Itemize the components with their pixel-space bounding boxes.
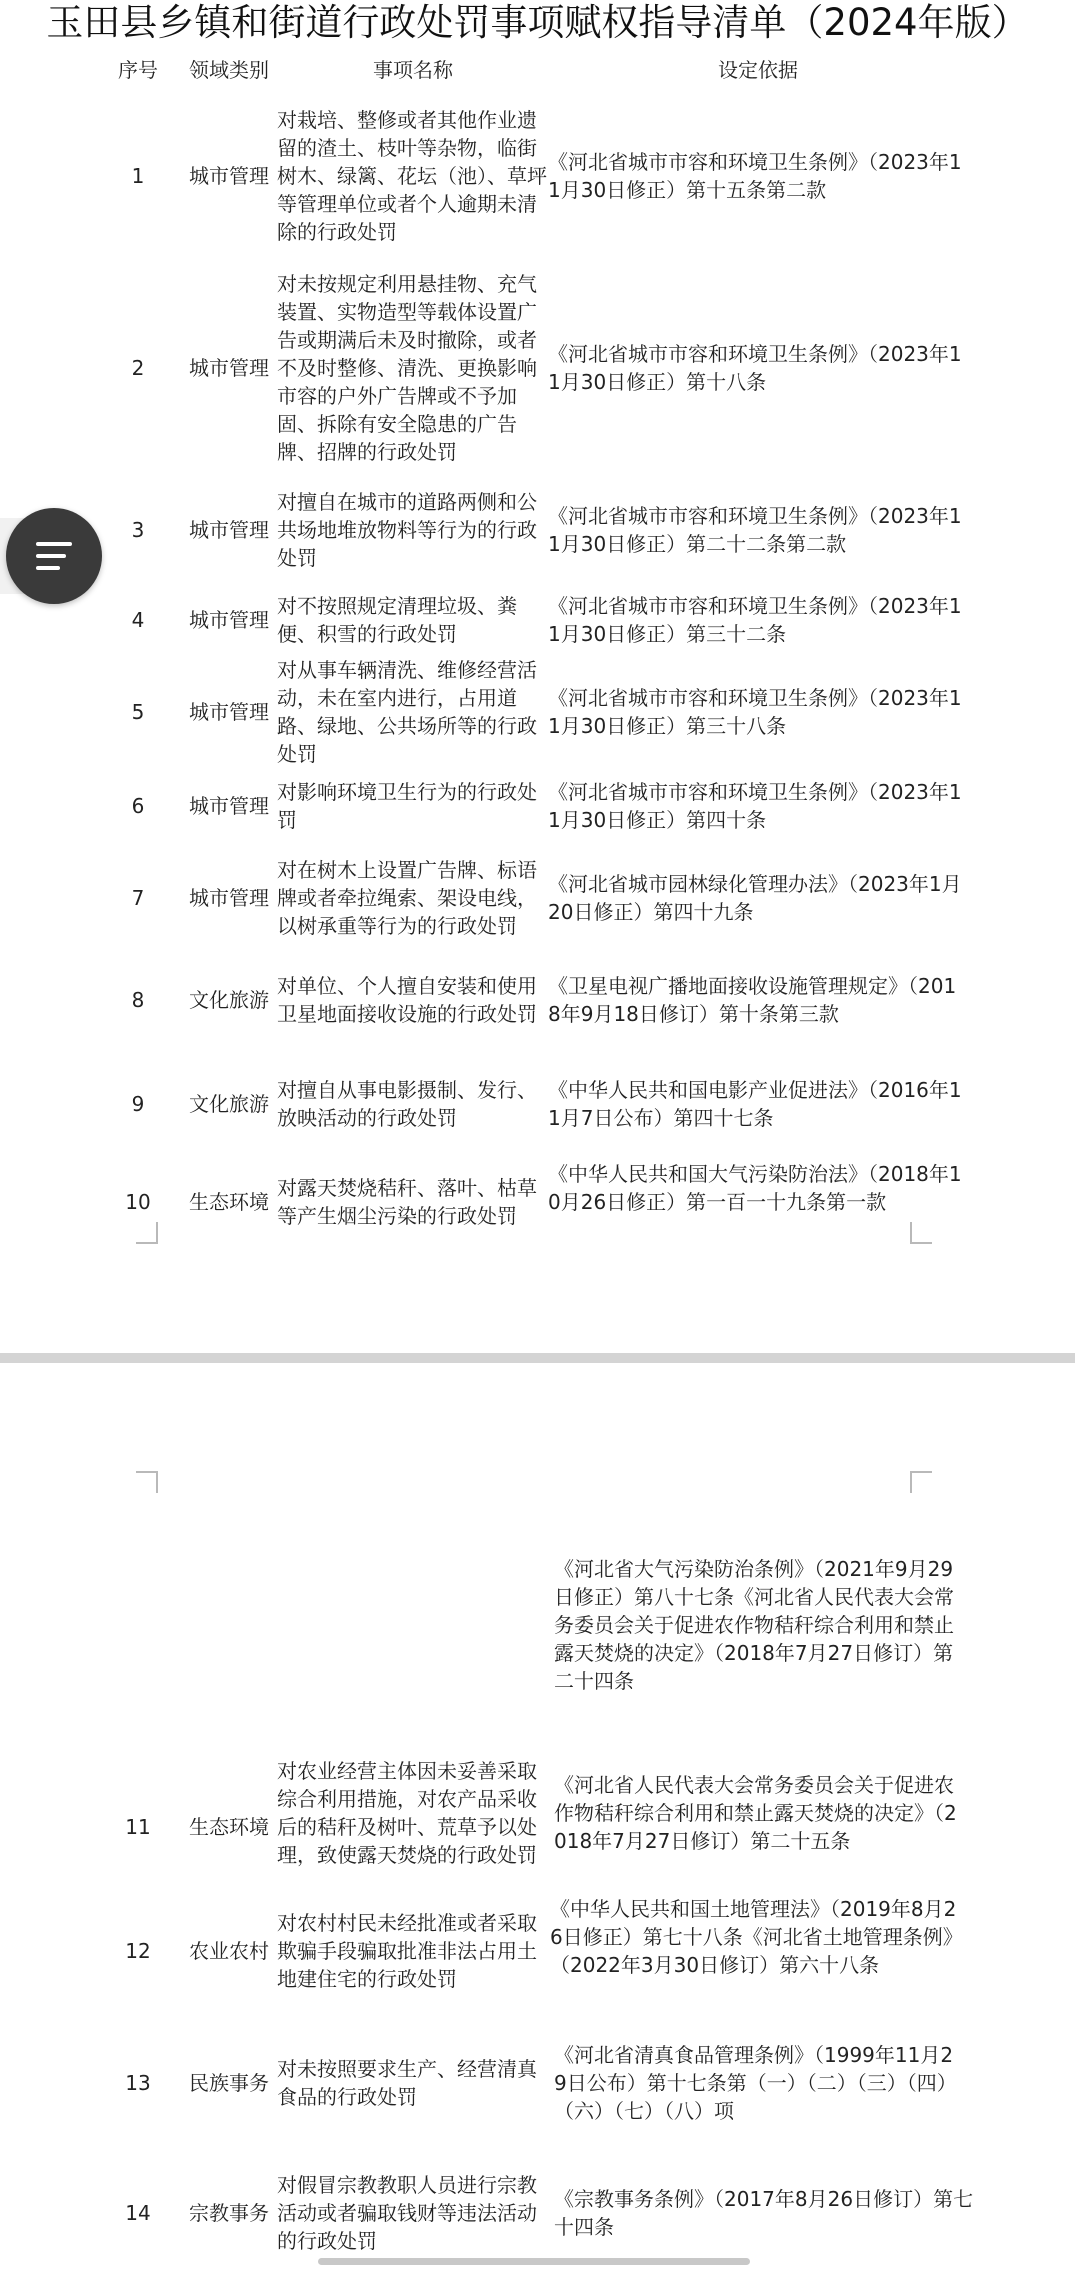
row-6-domain: 城市管理 (189, 794, 269, 818)
row-6-seq: 6 (131, 794, 145, 818)
row-14-domain: 宗教事务 (189, 2201, 269, 2225)
row-7-seq: 7 (131, 886, 145, 910)
row-10-basis-continued: 《河北省大气污染防治条例》（2021年9月29日修正）第八十七条《河北省人民代表大会常务委员会关于促进农作物秸秆综合利用和禁止露天焚烧的决定》（2018年7月27日修订）第二十四条 (554, 1557, 954, 1693)
row-13-domain: 民族事务 (189, 2071, 269, 2095)
row-11-seq: 11 (125, 1815, 151, 1839)
row-13-basis: 《河北省清真食品管理条例》（1999年11月29日公布）第十七条第（一）（二）（三）（四）（六）（七）（八）项 (554, 2043, 957, 2123)
row-3-basis: 《河北省城市市容和环境卫生条例》（2023年11月30日修正）第二十二条第二款 (548, 504, 962, 556)
crop-mark (136, 1222, 158, 1244)
row-8-basis: 《卫星电视广播地面接收设施管理规定》（2018年9月18日修订）第十条第三款 (548, 974, 957, 1026)
row-8-name: 对单位、个人擅自安装和使用卫星地面接收设施的行政处罚 (277, 974, 537, 1026)
row-3-seq: 3 (131, 518, 145, 542)
row-2-seq: 2 (131, 356, 145, 380)
row-11-domain: 生态环境 (189, 1815, 269, 1839)
row-11-name: 对农业经营主体因未妥善采取综合利用措施，对农产品采收后的秸秆及树叶、荒草予以处理，致使露天焚烧的行政处罚 (277, 1759, 537, 1867)
row-13-name: 对未按照要求生产、经营清真食品的行政处罚 (277, 2057, 537, 2109)
row-7-name: 对在树木上设置广告牌、标语牌或者牵拉绳索、架设电线，以树承重等行为的行政处罚 (277, 858, 537, 938)
row-14-name: 对假冒宗教教职人员进行宗教活动或者骗取钱财等违法活动的行政处罚 (277, 2173, 537, 2253)
row-12-seq: 12 (125, 1939, 151, 1963)
row-9-domain: 文化旅游 (189, 1092, 269, 1116)
header-domain: 领域类别 (189, 58, 269, 82)
home-indicator[interactable] (318, 2258, 750, 2265)
row-1-name: 对栽培、整修或者其他作业遗留的渣土、枝叶等杂物，临街树木、绿篱、花坛（池）、草坪等管理单位或者个人逾期未清除的行政处罚 (277, 108, 547, 244)
row-14-basis: 《宗教事务条例》（2017年8月26日修订）第七十四条 (554, 2187, 974, 2239)
row-11-basis: 《河北省人民代表大会常务委员会关于促进农作物秸秆综合利用和禁止露天焚烧的决定》（2018年7月27日修订）第二十五条 (554, 1773, 957, 1853)
document-title: 玉田县乡镇和街道行政处罚事项赋权指导清单（2024年版） (46, 1, 1029, 44)
header-basis: 设定依据 (718, 58, 798, 82)
row-8-domain: 文化旅游 (189, 988, 269, 1012)
row-8-seq: 8 (131, 988, 145, 1012)
row-12-basis: 《中华人民共和国土地管理法》（2019年8月26日修正）第七十八条《河北省土地管理条例》（2022年3月30日修订）第六十八条 (550, 1897, 957, 1977)
row-1-basis: 《河北省城市市容和环境卫生条例》（2023年11月30日修正）第十五条第二款 (548, 150, 962, 202)
row-2-domain: 城市管理 (189, 356, 269, 380)
header-name: 事项名称 (373, 58, 453, 82)
row-6-basis: 《河北省城市市容和环境卫生条例》（2023年11月30日修正）第四十条 (548, 780, 962, 832)
row-4-seq: 4 (131, 608, 145, 632)
row-3-name: 对擅自在城市的道路两侧和公共场地堆放物料等行为的行政处罚 (277, 490, 537, 570)
crop-mark (910, 1222, 932, 1244)
row-5-seq: 5 (131, 700, 145, 724)
page-separator (0, 1353, 1075, 1363)
row-5-domain: 城市管理 (189, 700, 269, 724)
row-4-name: 对不按照规定清理垃圾、粪便、积雪的行政处罚 (277, 594, 517, 646)
row-12-domain: 农业农村 (189, 1939, 269, 1963)
row-1-seq: 1 (131, 164, 145, 188)
row-14-seq: 14 (125, 2201, 151, 2225)
row-6-name: 对影响环境卫生行为的行政处罚 (277, 780, 537, 832)
row-13-seq: 13 (125, 2071, 151, 2095)
row-10-name: 对露天焚烧秸秆、落叶、枯草等产生烟尘污染的行政处罚 (277, 1176, 537, 1228)
header-seq: 序号 (118, 58, 158, 82)
crop-mark (136, 1471, 158, 1493)
document-page-2 (0, 1363, 1075, 2271)
row-4-basis: 《河北省城市市容和环境卫生条例》（2023年11月30日修正）第三十二条 (548, 594, 962, 646)
row-9-basis: 《中华人民共和国电影产业促进法》（2016年11月7日公布）第四十七条 (548, 1078, 962, 1130)
row-12-name: 对农村村民未经批准或者采取欺骗手段骗取批准非法占用土地建住宅的行政处罚 (277, 1911, 537, 1991)
row-10-seq: 10 (125, 1190, 151, 1214)
menu-icon (6, 508, 102, 604)
row-10-domain: 生态环境 (189, 1190, 269, 1214)
row-9-seq: 9 (131, 1092, 145, 1116)
row-1-domain: 城市管理 (189, 164, 269, 188)
row-3-domain: 城市管理 (189, 518, 269, 542)
crop-mark (910, 1471, 932, 1493)
row-9-name: 对擅自从事电影摄制、发行、放映活动的行政处罚 (277, 1078, 537, 1130)
row-10-basis: 《中华人民共和国大气污染防治法》（2018年10月26日修正）第一百一十九条第一款 (548, 1162, 962, 1214)
row-7-domain: 城市管理 (189, 886, 269, 910)
floating-menu-button[interactable] (6, 508, 102, 604)
row-5-basis: 《河北省城市市容和环境卫生条例》（2023年11月30日修正）第三十八条 (548, 686, 962, 738)
row-4-domain: 城市管理 (189, 608, 269, 632)
row-2-name: 对未按规定利用悬挂物、充气装置、实物造型等载体设置广告或期满后未及时撤除，或者不及时整修、清洗、更换影响市容的户外广告牌或不予加固、拆除有安全隐患的广告牌、招牌的行政处罚 (277, 272, 537, 464)
row-5-name: 对从事车辆清洗、维修经营活动，未在室内进行，占用道路、绿地、公共场所等的行政处罚 (277, 658, 537, 766)
row-7-basis: 《河北省城市园林绿化管理办法》（2023年1月20日修正）第四十九条 (548, 872, 962, 924)
row-2-basis: 《河北省城市市容和环境卫生条例》（2023年11月30日修正）第十八条 (548, 342, 962, 394)
